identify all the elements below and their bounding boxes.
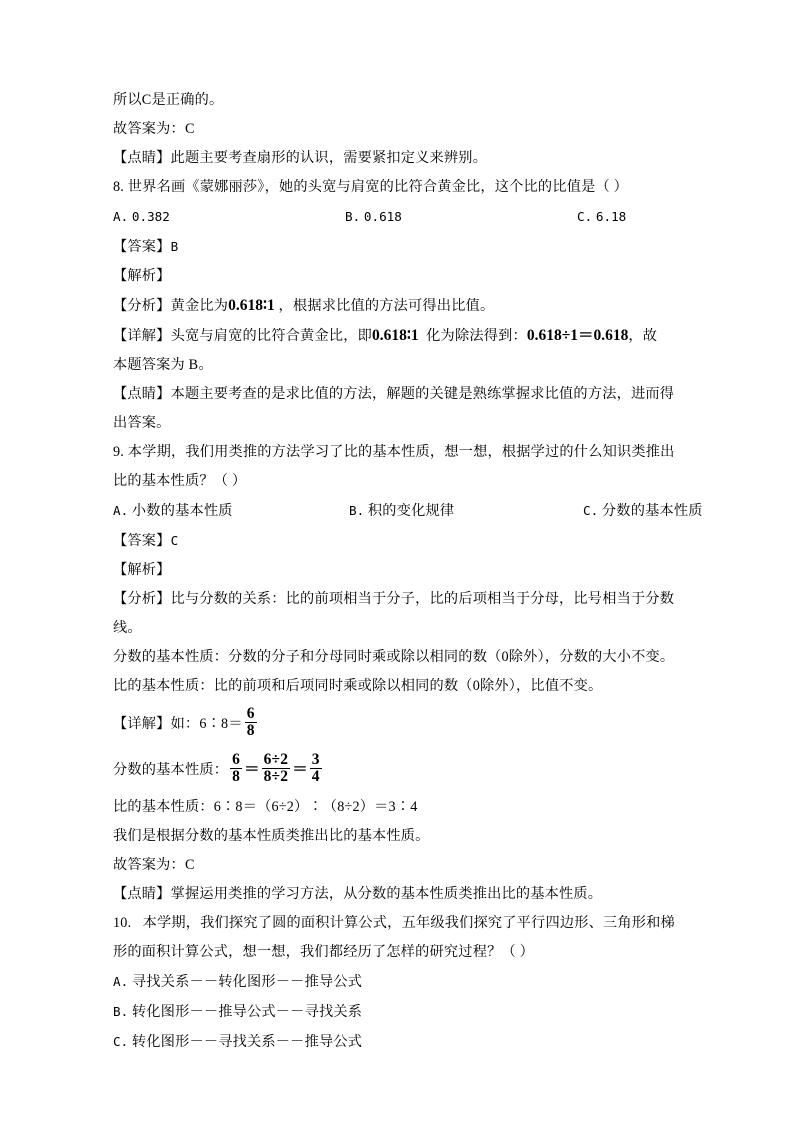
fraction-6-8: $\frac{6}{8}$ xyxy=(232,750,241,785)
question-8-fenxi: 【分析】黄金比为0.618∶1 ，根据求比值的方法可得出比值。 xyxy=(113,297,495,314)
text-line: 【点睛】此题主要考查扇形的认识，需要紧扣定义来辨别。 xyxy=(113,150,488,166)
math-expression: 0.618÷1＝0.618 xyxy=(526,327,629,344)
math-expression: 0.618∶1 xyxy=(228,297,275,314)
question-9-analysis-header: 【解析】 xyxy=(113,562,171,578)
fraction-3-4: $\frac{3}{4}$ xyxy=(311,750,320,785)
question-8-dianjing-cont: 出答案。 xyxy=(113,415,171,431)
option-a[interactable]: A. 0.382 xyxy=(113,209,170,224)
ratio-property-equation: 比的基本性质：6∶8＝（6÷2）∶（8÷2）＝3∶4 xyxy=(113,799,418,815)
text-line: 所以C是正确的。 xyxy=(113,92,224,108)
question-9-answer-for: 故答案为：C xyxy=(113,857,195,873)
question-9-options xyxy=(113,496,703,526)
question-9-conclusion: 我们是根据分数的基本性质类推出比的基本性质。 xyxy=(113,828,430,844)
question-9-fenxi: 【分析】比与分数的关系：比的前项相当于分子，比的后项相当于分母，比号相当于分数 xyxy=(113,591,675,607)
question-8-xiangjie-cont: 本题答案为 B。 xyxy=(113,357,213,373)
question-10-stem: 10. 本学期，我们探究了圆的面积计算公式，五年级我们探究了平行四边形、三角形和梯 xyxy=(113,915,675,931)
question-10-option-c[interactable]: C. 转化图形－－寻找关系－－推导公式 xyxy=(113,1034,363,1050)
question-10-option-a[interactable]: A. 寻找关系－－转化图形－－推导公式 xyxy=(113,974,363,990)
question-9-answer: 【答案】C xyxy=(113,533,179,549)
equals-sign: ＝ xyxy=(292,761,308,778)
math-expression: 0.618∶1 xyxy=(372,327,419,344)
question-9-xiangjie: 【详解】如：6∶8＝ $\frac{6}{8}$ xyxy=(113,704,255,739)
question-8-answer: 【答案】B xyxy=(113,239,179,255)
document-page xyxy=(113,86,703,1057)
option-c[interactable]: C. 分数的基本性质 xyxy=(583,503,703,519)
question-9-stem-cont: 比的基本性质？（ ） xyxy=(113,473,247,489)
question-8-dianjing: 【点睛】本题主要考查的是求比值的方法，解题的关键是熟练掌握求比值的方法，进而得 xyxy=(113,386,675,402)
fraction-property-line: 分数的基本性质：分数的分子和分母同时乘或除以相同的数（0除外），分数的大小不变。 xyxy=(113,649,675,665)
question-8-analysis-header: 【解析】 xyxy=(113,268,171,284)
question-8-options xyxy=(113,202,683,232)
question-10-stem-cont: 形的面积计算公式，想一想，我们都经历了怎样的研究过程？（ ） xyxy=(113,944,534,960)
option-a[interactable]: A. 小数的基本性质 xyxy=(113,503,233,519)
fraction-property-equation: 分数的基本性质： $\frac{6}{8}$ ＝ $\frac{6\div 2}{8\div 2}$ ＝ $\frac{3}{4}$ xyxy=(113,750,320,785)
question-8-stem: 8. 世界名画《蒙娜丽莎》，她的头宽与肩宽的比符合黄金比，这个比的比值是（ ） xyxy=(113,179,629,195)
question-10-option-b[interactable]: B. 转化图形－－推导公式－－寻找关系 xyxy=(113,1004,363,1020)
fraction-6div2-8div2: $\frac{6\div 2}{8\div 2}$ xyxy=(263,750,289,785)
question-9-dianjing: 【点睛】掌握运用类推的学习方法，从分数的基本性质类推出比的基本性质。 xyxy=(113,886,603,902)
ratio-property-line: 比的基本性质：比的前项和后项同时乘或除以相同的数（0除外），比值不变。 xyxy=(113,678,603,694)
option-b[interactable]: B. 积的变化规律 xyxy=(349,503,455,519)
fraction-six-eighths: $\frac{6}{8}$ xyxy=(246,704,255,739)
text-line: 故答案为：C xyxy=(113,121,195,137)
question-9-stem: 9. 本学期，我们用类推的方法学习了比的基本性质，想一想，根据学过的什么知识类推出 xyxy=(113,444,675,460)
equals-sign: ＝ xyxy=(244,761,260,778)
question-9-fenxi-cont: 线。 xyxy=(113,620,142,636)
option-b[interactable]: B. 0.618 xyxy=(345,209,402,224)
question-8-xiangjie: 【详解】头宽与肩宽的比符合黄金比，即0.618∶1 化为除法得到：0.618÷1＝0.618，故 xyxy=(113,327,658,344)
option-c[interactable]: C. 6.18 xyxy=(577,209,627,224)
